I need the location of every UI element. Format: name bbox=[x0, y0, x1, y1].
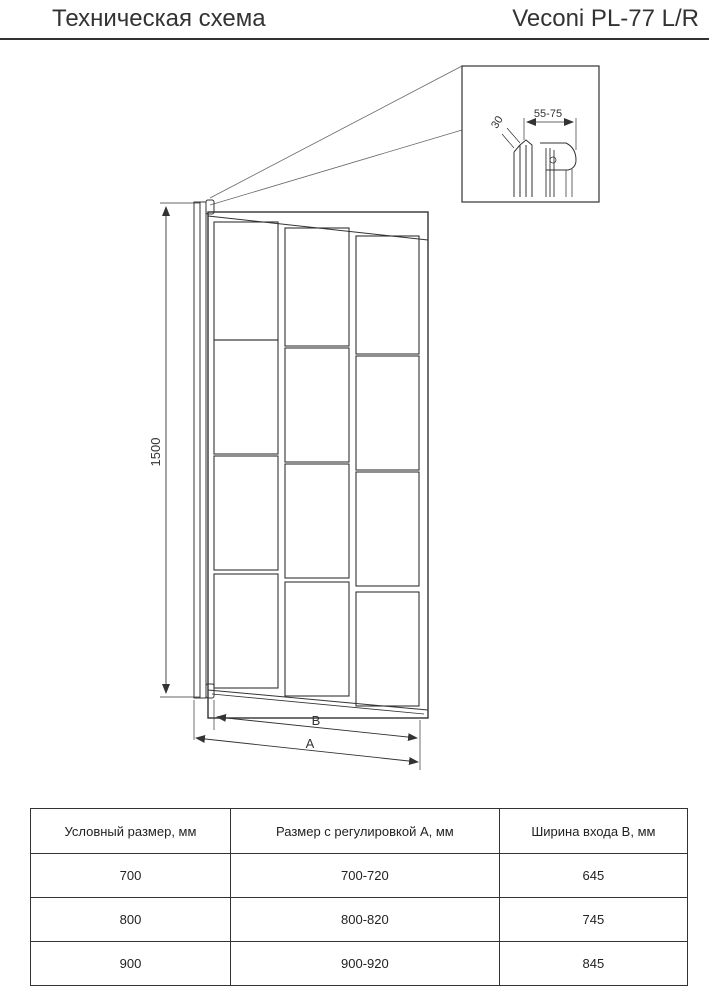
table-cell: 700 bbox=[31, 854, 231, 898]
table-row bbox=[31, 942, 688, 986]
panel-grid bbox=[214, 222, 419, 706]
table-row bbox=[31, 854, 688, 898]
table-header: Условный размер, мм bbox=[31, 809, 231, 854]
width-a-label: A bbox=[305, 736, 315, 751]
table-cell: 845 bbox=[499, 942, 687, 986]
size-table bbox=[30, 808, 688, 986]
detail-profile-label: 30 bbox=[489, 114, 506, 131]
table-header: Размер с регулировкой А, мм bbox=[230, 809, 499, 854]
table-row bbox=[31, 898, 688, 942]
table-cell: 800-820 bbox=[230, 898, 499, 942]
width-b-label: B bbox=[311, 713, 321, 728]
hinge-detail bbox=[462, 66, 599, 202]
wall-profile bbox=[194, 200, 214, 698]
table-cell: 745 bbox=[499, 898, 687, 942]
table-cell: 645 bbox=[499, 854, 687, 898]
detail-callout-lines bbox=[210, 66, 462, 205]
detail-adjust-label: 55-75 bbox=[533, 108, 563, 120]
table-cell: 900 bbox=[31, 942, 231, 986]
table-cell: 700-720 bbox=[230, 854, 499, 898]
glass-panel bbox=[208, 212, 428, 718]
model-name: Veconi PL-77 L/R bbox=[512, 5, 699, 32]
table-cell: 900-920 bbox=[230, 942, 499, 986]
table-cell: 800 bbox=[31, 898, 231, 942]
height-label: 1500 bbox=[148, 437, 163, 467]
sheet-title: Техническая схема bbox=[52, 5, 266, 32]
table-header-row bbox=[31, 809, 688, 854]
table-header: Ширина входа В, мм bbox=[499, 809, 687, 854]
